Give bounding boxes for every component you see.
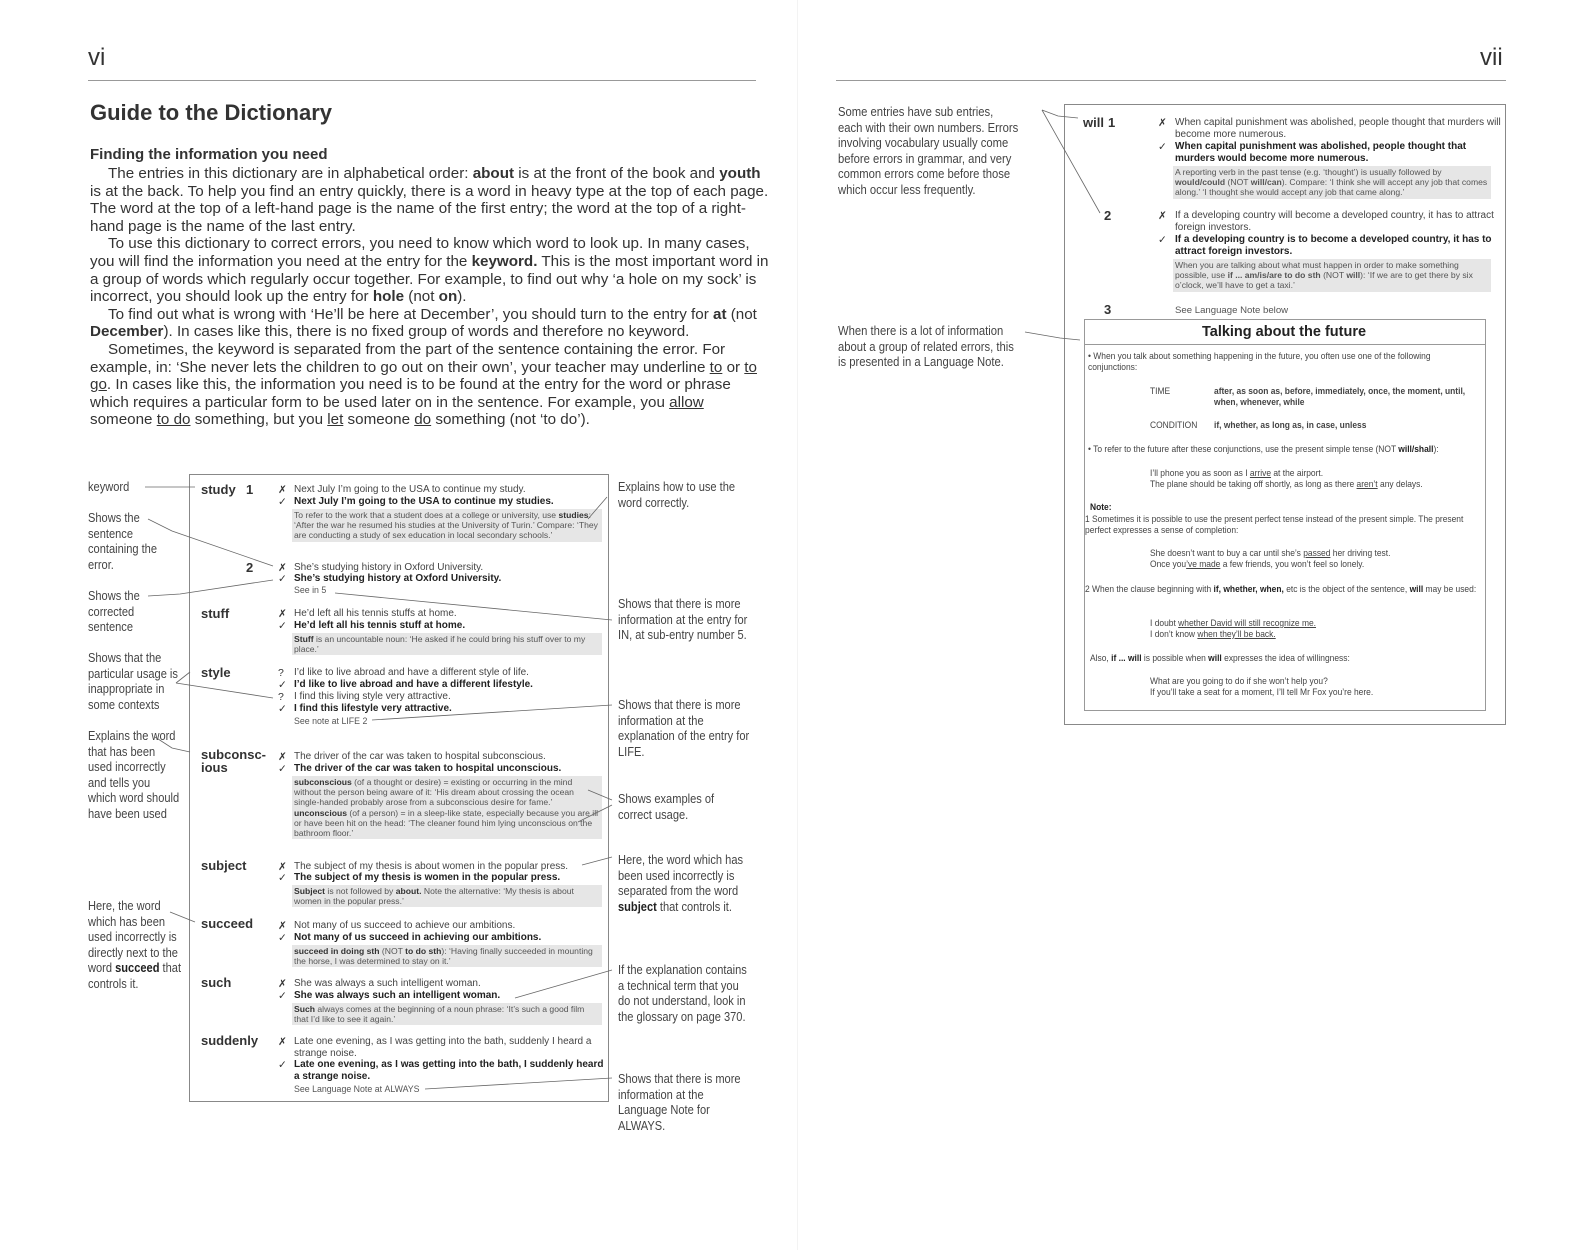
annotation-more-life: Shows that there is more information at the explanation of the entry for LIFE. xyxy=(618,698,750,759)
explanation: When you are talking about what must happen in order to make something possible, use if ... am/is/are to do sth (NOT will): ‘If we are to get there by six o’clock, we’ll have to get a taxi.’ xyxy=(1173,259,1491,292)
intro-paragraph-3: To find out what is wrong with ‘He’ll be here at December’, you should turn to the entry for at (not December). In cases like this, there is no fixed group of words and therefore no keyword. xyxy=(90,305,757,341)
cross-mark: ✗ xyxy=(278,608,287,620)
intro-paragraph-1: The entries in this dictionary are in alphabetical order: about is at the front of the book and youth is at the back. To help you find an entry quickly, there is a word in heavy type at the top of each page. The word at the top of a left-hand page is the name of the first entry; the word at the top of a right-hand page is the name of the last entry. xyxy=(90,165,769,235)
corrected-sentence: She’s studying history at Oxford University. xyxy=(294,573,502,584)
tick-mark: ✓ xyxy=(278,763,287,775)
note-time-words: after, as soon as, before, immediately, once, the moment, until, when, whenever, while xyxy=(1214,385,1466,408)
tick-mark: ✓ xyxy=(278,932,287,944)
note-label-time: TIME xyxy=(1150,385,1171,396)
annotation-here-next-to: Here, the word which has been used incorrectly is directly next to the word succeed that controls it. xyxy=(88,899,182,991)
query-mark: ? xyxy=(278,667,284,679)
corrected-sentence: He’d left all his tennis stuff at home. xyxy=(294,620,466,631)
tick-mark: ✓ xyxy=(278,679,287,691)
cross-reference: See in 5 xyxy=(294,585,327,595)
annotation-shows-usage: Shows that the particular usage is inappropriate in some contexts xyxy=(88,651,178,712)
explanation: succeed in doing sth (NOT to do sth): ‘Having finally succeeded in mounting the horse, I was determined to stay on it.’ xyxy=(292,945,602,967)
error-sentence: She was always a such intelligent woman. xyxy=(294,978,481,989)
headword-such: such xyxy=(201,975,232,990)
note-example: I’ll phone you as soon as I arrive at the airport. xyxy=(1150,467,1324,478)
intro-paragraph-2: To use this dictionary to correct errors, you need to know which word to look up. In many cases, you will find the information you need at the entry for the keyword. This is the most important word in a group of words which regularly occur together. For example, to find out why ‘a hole on my sock’ is incorrect, you should look up the entry for hole (not on). xyxy=(90,235,769,306)
cross-reference: See Language Note below xyxy=(1175,305,1289,316)
note-label: Note: xyxy=(1090,501,1112,512)
query-mark: ? xyxy=(278,691,284,703)
annotation-examples: Shows examples of correct usage. xyxy=(618,792,715,822)
sense-number: 2 xyxy=(246,560,254,575)
explanation: A reporting verb in the past tense (e.g. ‘thought’) is usually followed by would/could (NOT will/can). Compare: ‘I think she will accept any job that comes along.’ ‘I thought she would accept any job that came along.’ xyxy=(1173,166,1491,199)
note-example: What are you going to do if she won’t help you? xyxy=(1150,675,1328,686)
explanation: Such always comes at the beginning of a noun phrase: ‘It’s such a good film that I’d like to see it again.’ xyxy=(292,1003,602,1025)
headword-suddenly: suddenly xyxy=(201,1033,259,1048)
header-rule xyxy=(88,80,756,81)
headword-subconscious: subconsc- ious xyxy=(201,747,267,775)
cross-mark: ✗ xyxy=(278,751,287,763)
tick-mark: ✓ xyxy=(278,573,287,585)
cross-mark: ✗ xyxy=(278,1036,287,1048)
corrected-sentence: When capital punishment was abolished, people thought that murders would become more numerous. xyxy=(1175,141,1467,164)
cross-reference: See Language Note at ALWAYS xyxy=(294,1084,420,1094)
tick-mark: ✓ xyxy=(278,872,287,884)
cross-mark: ✗ xyxy=(278,861,287,873)
inappropriate-sentence: I find this living style very attractive. xyxy=(294,691,451,702)
error-sentence: She’s studying history in Oxford University. xyxy=(294,562,484,573)
corrected-sentence: I’d like to live abroad and have a different lifestyle. xyxy=(294,679,533,690)
corrected-sentence: I find this lifestyle very attractive. xyxy=(294,703,452,714)
tick-mark: ✓ xyxy=(278,703,287,715)
tick-mark: ✓ xyxy=(1158,141,1167,153)
explanation: To refer to the work that a student does at a college or university, use studies: ‘After the war he resumed his studies at the University of Turin.’ Compare: ‘They are conducting a study of sex education in local secondary schools.’ xyxy=(292,509,602,542)
explanation: subconscious (of a thought or desire) = existing or occurring in the mind without the person being aware of it: ‘His dream about crossing the ocean single-handed probably arose from a subconscious desire for fame.’ unconscious (of a person) = in a sleep-like state, especially because you are ill or have been hit on the head: ‘The cleaner found him lying unconscious on the bathroom floor.’ xyxy=(292,776,602,839)
note-example: I doubt whether David will still recognize me. xyxy=(1150,617,1317,628)
annotation-separated: Here, the word which has been used incorrectly is separated from the word subject that controls it. xyxy=(618,853,744,914)
note-example: Once you’ve made a few friends, you won’t feel so lonely. xyxy=(1150,558,1365,569)
tick-mark: ✓ xyxy=(278,1059,287,1071)
explanation: Stuff is an uncountable noun: ‘He asked if he could bring his stuff over to my place.’ xyxy=(292,633,602,655)
annotation-keyword: keyword xyxy=(88,480,130,494)
tick-mark: ✓ xyxy=(278,990,287,1002)
error-sentence: If a developing country will become a developed country, it has to attract foreign investors. xyxy=(1175,210,1494,233)
annotation-explains-word: Explains the word that has been used incorrectly and tells you which word should have been used xyxy=(88,729,180,821)
cross-mark: ✗ xyxy=(278,920,287,932)
sense-number: 1 xyxy=(1108,115,1116,130)
tick-mark: ✓ xyxy=(278,496,287,508)
error-sentence: Not many of us succeed to achieve our ambitions. xyxy=(294,920,516,931)
sense-number: 1 xyxy=(246,482,254,497)
corrected-sentence: Late one evening, as I was getting into the bath, I suddenly heard a strange noise. xyxy=(294,1059,604,1082)
note-also: Also, if ... will is possible when will expresses the idea of willingness: xyxy=(1090,652,1350,663)
error-sentence: The subject of my thesis is about women in the popular press. xyxy=(294,861,569,872)
note-point-2: 2 When the clause beginning with if, whether, when, etc is the object of the sentence, will may be used: xyxy=(1085,583,1477,594)
headword-subject: subject xyxy=(201,858,247,873)
corrected-sentence: She was always such an intelligent woman. xyxy=(294,990,501,1001)
note-bullet-1: • When you talk about something happening in the future, you often use one of the following conjunctions: xyxy=(1088,350,1431,373)
annotation-sub-entries: Some entries have sub entries, each with their own numbers. Errors involving vocabulary usually come before errors in grammar, and very common errors come before those which occur less frequently. xyxy=(838,104,1019,197)
annotation-explains-how: Explains how to use the word correctly. xyxy=(618,480,736,510)
annotation-shows-error: Shows the sentence containing the error. xyxy=(88,511,158,572)
cross-mark: ✗ xyxy=(278,562,287,574)
language-note-rule xyxy=(1084,344,1486,345)
note-example: If you’ll take a seat for a moment, I’ll tell Mr Fox you’re here. xyxy=(1150,686,1374,697)
corrected-sentence: Not many of us succeed in achieving our ambitions. xyxy=(294,932,542,943)
error-sentence: He’d left all his tennis stuffs at home. xyxy=(294,608,457,619)
headword-stuff: stuff xyxy=(201,606,230,621)
headword-study: study xyxy=(201,482,236,497)
note-condition-words: if, whether, as long as, in case, unless xyxy=(1214,419,1367,430)
page-title: Guide to the Dictionary xyxy=(90,100,333,125)
corrected-sentence: Next July I’m going to the USA to continue my studies. xyxy=(294,496,554,507)
header-rule xyxy=(836,80,1506,81)
corrected-sentence: If a developing country is to become a developed country, it has to attract foreign investors. xyxy=(1175,234,1492,257)
section-heading: Finding the information you need xyxy=(90,146,328,163)
tick-mark: ✓ xyxy=(278,620,287,632)
language-note-title: Talking about the future xyxy=(1201,324,1367,340)
annotation-shows-corrected: Shows the corrected sentence xyxy=(88,589,140,635)
intro-text xyxy=(90,165,770,429)
annotation-technical: If the explanation contains a technical term that you do not understand, look in the glossary on page 370. xyxy=(618,963,747,1024)
cross-mark: ✗ xyxy=(1158,210,1167,222)
intro-paragraph-4: Sometimes, the keyword is separated from the part of the sentence containing the error. For example, in: ‘She never lets the children to go out on their own’, your teacher may underline to or to go. In cases like this, the information you need is to be found at the entry for the word or phrase which requires a particular form to be used later on in the sentence. For example, you allow someone to do something, but you let someone do something (not ‘to do’). xyxy=(90,340,757,429)
page-number-right: vii xyxy=(1480,44,1503,71)
cross-reference: See note at LIFE 2 xyxy=(294,716,368,726)
error-sentence: Late one evening, as I was getting into the bath, suddenly I heard a strange noise. xyxy=(294,1036,592,1059)
note-point-1: 1 Sometimes it is possible to use the present perfect tense instead of the present simple. The present perfect expresses a sense of completion: xyxy=(1085,513,1464,536)
error-sentence: The driver of the car was taken to hospital subconscious. xyxy=(294,751,546,762)
corrected-sentence: The driver of the car was taken to hospital unconscious. xyxy=(294,763,562,774)
sense-number: 3 xyxy=(1104,302,1112,317)
cross-mark: ✗ xyxy=(278,978,287,990)
sense-number: 2 xyxy=(1104,208,1112,223)
inappropriate-sentence: I’d like to live abroad and have a different style of life. xyxy=(294,667,529,678)
page-number-left: vi xyxy=(88,44,106,71)
tick-mark: ✓ xyxy=(1158,234,1167,246)
corrected-sentence: The subject of my thesis is women in the popular press. xyxy=(294,872,561,883)
note-bullet-2: • To refer to the future after these conjunctions, use the present simple tense (NOT will/shall): xyxy=(1088,443,1439,454)
annotation-more-in: Shows that there is more information at the entry for IN, at sub-entry number 5. xyxy=(618,597,748,643)
note-label-condition: CONDITION xyxy=(1150,419,1198,430)
cross-mark: ✗ xyxy=(278,484,287,496)
headword-style: style xyxy=(201,665,231,680)
note-example: She doesn’t want to buy a car until she’s passed her driving test. xyxy=(1150,547,1391,558)
explanation: Subject is not followed by about. Note the alternative: ‘My thesis is about women in the popular press.’ xyxy=(292,885,602,907)
headword-succeed: succeed xyxy=(201,916,254,931)
error-sentence: When capital punishment was abolished, people thought that murders will become more numerous. xyxy=(1175,117,1501,140)
cross-mark: ✗ xyxy=(1158,117,1167,129)
note-example: The plane should be taking off shortly, as long as there aren’t any delays. xyxy=(1150,478,1423,489)
error-sentence: Next July I’m going to the USA to continue my study. xyxy=(294,484,526,495)
annotation-always: Shows that there is more information at the Language Note for ALWAYS. xyxy=(618,1072,741,1133)
annotation-language-note: When there is a lot of information about a group of related errors, this is presented in a Language Note. xyxy=(838,323,1014,370)
headword-will: will xyxy=(1083,115,1104,130)
note-example: I don’t know when they’ll be back. xyxy=(1150,628,1276,639)
